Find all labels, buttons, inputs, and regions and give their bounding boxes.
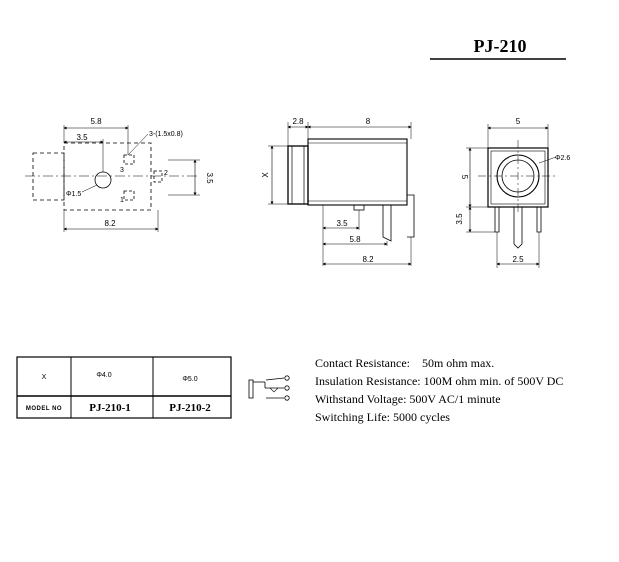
left-label-pin3: 3 bbox=[120, 167, 124, 174]
right-label-2-5: 2.5 bbox=[512, 255, 524, 264]
middle-view bbox=[268, 122, 414, 266]
left-view-labels bbox=[66, 117, 214, 228]
title-block bbox=[430, 36, 566, 59]
mid-front-collar bbox=[288, 146, 308, 204]
left-center-hole bbox=[95, 172, 111, 188]
table-x-col2: Φ5.0 bbox=[182, 376, 198, 383]
mid-pin-2 bbox=[383, 205, 391, 241]
table-x-col1: Φ4.0 bbox=[96, 372, 112, 379]
table-model-col1: PJ-210-1 bbox=[89, 402, 131, 414]
right-label-5-height: 5 bbox=[460, 174, 469, 180]
left-front-collar bbox=[33, 153, 64, 200]
right-label-dia: Φ2.6 bbox=[555, 155, 571, 162]
spec-contact-resistance: Contact Resistance: 50m ohm max. bbox=[315, 356, 495, 370]
mid-label-8-2: 8.2 bbox=[362, 255, 374, 264]
title: PJ-210 bbox=[473, 36, 527, 56]
table-x-label: X bbox=[41, 374, 47, 381]
left-label-5-8: 5.8 bbox=[90, 117, 102, 126]
left-pin-slot-3 bbox=[124, 155, 134, 164]
spec-insulation-resistance: Insulation Resistance: 100M ohm min. of 500V DC bbox=[315, 374, 564, 388]
left-pin-slot-2 bbox=[154, 171, 162, 182]
left-label-right-3-5: 3.5 bbox=[205, 172, 214, 184]
jack-schematic bbox=[249, 376, 289, 400]
right-view bbox=[466, 124, 558, 268]
mid-label-2-8: 2.8 bbox=[292, 117, 304, 126]
left-label-pin2: 2 bbox=[164, 170, 168, 177]
table-model-col2: PJ-210-2 bbox=[169, 402, 211, 414]
right-view-labels bbox=[455, 117, 570, 264]
right-pin-center bbox=[514, 207, 522, 248]
mid-pin-1 bbox=[354, 205, 364, 210]
left-label-3-5: 3.5 bbox=[76, 133, 88, 142]
spec-switching-life: Switching Life: 5000 cycles bbox=[315, 410, 450, 424]
spec-list bbox=[315, 356, 563, 424]
mid-label-x: X bbox=[261, 172, 270, 178]
table-model-label: MODEL NO bbox=[25, 406, 63, 412]
mid-pin-3 bbox=[407, 195, 414, 237]
right-pin-left bbox=[495, 207, 499, 232]
mid-label-3-5: 3.5 bbox=[336, 219, 348, 228]
mid-label-8: 8 bbox=[365, 117, 371, 126]
model-table-text bbox=[26, 372, 211, 414]
left-pin-slot-1 bbox=[124, 191, 134, 200]
right-label-5-width: 5 bbox=[515, 117, 521, 126]
left-label-dia: Φ1.5 bbox=[66, 191, 82, 198]
left-label-pin1: 1 bbox=[120, 197, 124, 204]
left-view bbox=[25, 125, 200, 232]
left-body-outline bbox=[64, 143, 151, 210]
spec-withstand-voltage: Withstand Voltage: 500V AC/1 minute bbox=[315, 392, 501, 406]
mid-body bbox=[308, 139, 407, 205]
right-pin-right bbox=[537, 207, 541, 232]
right-label-3-5: 3.5 bbox=[455, 213, 464, 225]
mid-label-5-8: 5.8 bbox=[349, 235, 361, 244]
left-label-8-2: 8.2 bbox=[104, 219, 116, 228]
left-label-hole-note: 3-(1.5x0.8) bbox=[149, 131, 183, 138]
